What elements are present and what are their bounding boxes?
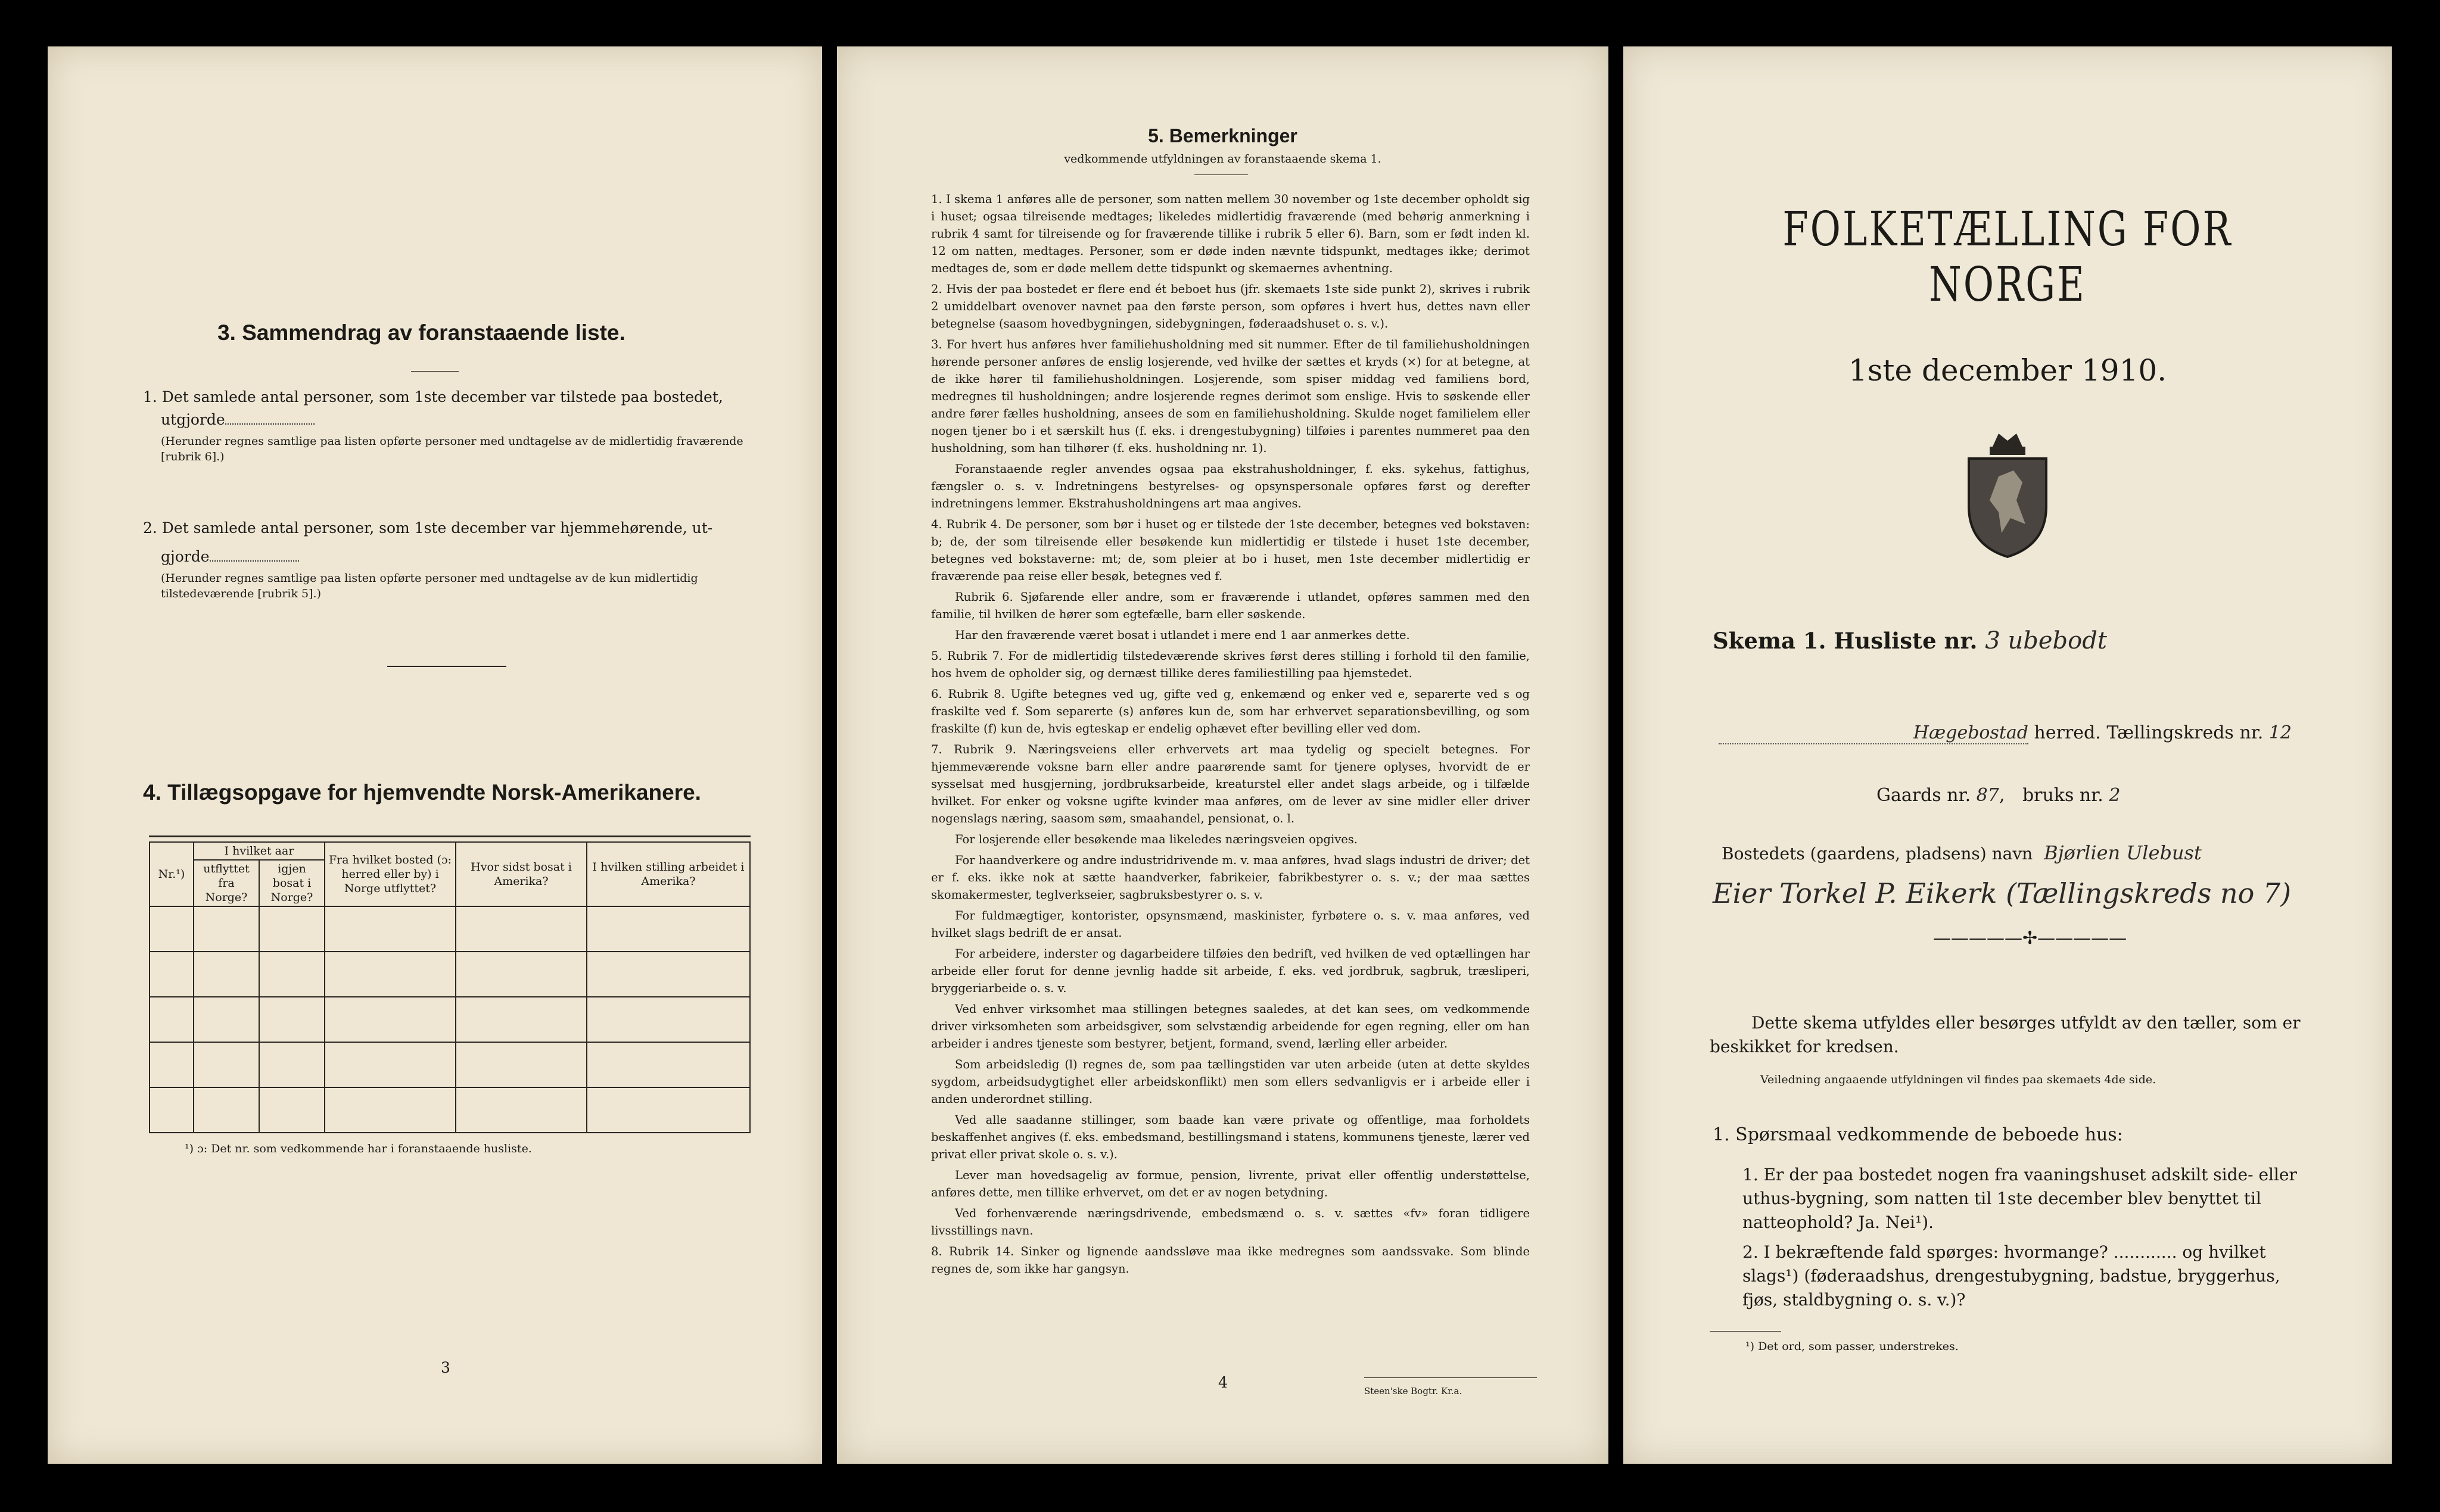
remark-item: Ved enhver virksomhet maa stillingen betegnes saaledes, at det kan sees, om vedkommende driver virksomheten som arbeidsgiver, som selvstændig arbeidende for egen regning, eller om han arbeider i andres tjeneste som bestyrer, betjent, formand, svend, lærling eller arbeider.	[931, 1002, 1530, 1050]
ornament-divider: —————✢—————	[1933, 928, 2127, 949]
remark-item: 3. For hvert hus anføres hver familiehusholdning med sit nummer. Efter de til familiehusholdningen hørende personer anføres de enslig losjerende, ved hvilke der sættes et kryds (×) for at betegne, at de ikke hører til familiehusholdningen. Losjerende, som spiser middag ved familiens bord, medregnes til husholdningen; andre losjerende regnes derimot som enslige. Hvis to søskende eller andre fører fælles husholdning, ansees de som en familiehusholdning. Skulde noget familielem eller nogen tjener bo i et særskilt hus (f. eks. i drengestubygning) tilføies i parentes nummeret paa den husholdning, som han tilhører (f. eks. husholdning nr. 1).	[931, 338, 1530, 455]
table-row	[150, 1087, 750, 1133]
remark-item: 1. I skema 1 anføres alle de personer, som natten mellem 30 november og 1ste december opholdt sig i huset; ogsaa tilreisende medtages; likeledes midlertidig fraværende (med behørig anmerkning i rubrik 4 samt for tilreisende og for fraværende tillike i rubrik 5 eller 6). Barn, som er født inden kl. 12 om natten, medtages. Personer, som er døde inden nævnte tidspunkt, medtages ikke; derimot medtages de, som er døde mellem dette tidspunkt og skemaernes avhentning.	[931, 192, 1530, 275]
divider	[1710, 1331, 1781, 1332]
col-occupation: I hvilken stilling arbeidet i Amerika?	[587, 842, 750, 906]
questions-title: 1. Spørsmaal vedkommende de beboede hus:	[1713, 1124, 2123, 1145]
bruks-label: bruks nr.	[2022, 785, 2103, 806]
herred-label: herred.	[2034, 722, 2101, 743]
owner-handwritten: Eier Torkel P. Eikerk (Tællingskreds no 7)	[1713, 877, 2292, 909]
remark-item: 2. Hvis der paa bostedet er flere end ét beboet hus (jfr. skemaets 1ste side punkt 2), skrives i rubrik 2 umiddelbart ovenover navnet paa den første person, som opføres i hvert hus, dettes navn eller betegnelse (saasom hovedbygningen, sidebygningen, føderaadshuset o. s. v.).	[931, 282, 1530, 331]
summary-item-2-cont: gjorde	[161, 548, 210, 565]
section-3-title: 3. Sammendrag av foranstaaende liste.	[217, 320, 625, 345]
col-nr: Nr.¹)	[150, 842, 194, 906]
remark-item: For haandverkere og andre industridrivende m. v. maa anføres, hvad slags industri de driver; det er f. eks. ikke nok at sætte haandverker, fabrikeier, fabrikbestyrer o. s. v.; der maa sættes skomakermester, teglverkseier, sagbruksbestyrer o. s. v.	[931, 853, 1530, 902]
gaards-handwritten: 87	[1976, 785, 1999, 806]
intro-note: Veiledning angaaende utfyldningen vil findes paa skemaets 4de side.	[1760, 1073, 2156, 1086]
remark-item: Ved alle saadanne stillinger, som baade kan være private og offentlige, maa forholdets beskaffenhet angives (f. eks. embedsmand, bestillingsmand i statens, kommunens tjeneste, lærer ved privat eller privat skole o. s. v.).	[931, 1113, 1530, 1161]
table-top-rule	[149, 836, 751, 837]
divider	[1364, 1377, 1537, 1378]
summary-item-1-text: 1. Det samlede antal personer, som 1ste december var tilstede paa bostedet,	[143, 388, 723, 406]
remark-item: 5. Rubrik 7. For de midlertidig tilstedeværende skrives først deres stilling i forhold til den familie, hos hvem de opholder sig, og dernæst tillike deres familiestilling paa hjemstedet.	[931, 649, 1530, 680]
divider	[411, 371, 459, 372]
bosted-label: Bostedets (gaardens, pladsens) navn	[1722, 844, 2033, 863]
col-emigrated: utflyttet fra Norge?	[194, 860, 259, 906]
summary-item-1-cont: utgjorde	[161, 411, 225, 428]
census-date: 1ste december 1910.	[1848, 353, 2167, 388]
summary-item-1-note: (Herunder regnes samtlige paa listen opførte personer med undtagelse av de midlertidig fraværende [rubrik 6].)	[161, 435, 743, 463]
col-group-year: I hvilket aar	[194, 842, 325, 860]
page-3	[48, 46, 822, 1464]
bruks-handwritten: 2	[2109, 785, 2121, 806]
remark-item: 6. Rubrik 8. Ugifte betegnes ved ug, gifte ved g, enkemænd og enker ved e, separerte ved s og fraskilte ved f. Som separerte (s) anføres kun de, som har erhvervet separationsbevilling, og som fraskilte (f) kun de, hvis egteskap er endelig ophævet efter bevilling eller ved dom.	[931, 687, 1530, 735]
question-2: 2. I bekræftende fald spørges: hvormange? ............ og hvilket slags¹) (føderaadshus, drengestubygning, badstue, bryggerhus, fjøs, staldbygning o. s. v.)?	[1742, 1242, 2280, 1310]
main-title: FOLKETÆLLING FOR NORGE	[1782, 201, 2233, 312]
remark-item: Foranstaaende regler anvendes ogsaa paa ekstrahusholdninger, f. eks. sykehus, fattighus, fængsler o. s. v. Indretningens bestyrelses- og opsynspersonale opføres først og derefter indretningens lemmer. Ekstrahusholdningens art maa angives.	[931, 462, 1530, 510]
gaards-line: Gaards nr. 87, bruks nr. 2	[1876, 785, 2121, 806]
remark-item: Har den fraværende været bosat i utlandet i mere end 1 aar anmerkes dette.	[955, 628, 1410, 642]
bosted-line	[1722, 841, 2202, 864]
bosted-handwritten: Bjørlien Ulebust	[2044, 841, 2202, 864]
remark-item: Lever man hovedsagelig av formue, pension, livrente, privat eller offentlig understøttelse, anføres dette, men tillike erhvervet, om det er av nogen betydning.	[931, 1168, 1530, 1199]
remark-item: Rubrik 6. Sjøfarende eller andre, som er fraværende i utlandet, opføres sammen med den familie, til hvilken de hører som egtefælle, barn eller søskende.	[931, 590, 1530, 621]
kreds-label: Tællingskreds nr.	[2106, 722, 2264, 743]
table-row	[150, 952, 750, 997]
remark-item: For fuldmægtiger, kontorister, opsynsmænd, maskinister, fyrbøtere o. s. v. maa anføres, ved hvilket slags bedrift de er ansat.	[931, 909, 1530, 940]
remark-item: 8. Rubrik 14. Sinker og lignende aandssløve maa ikke medregnes som aandssvake. Som blinde regnes de, som ikke har gangsyn.	[931, 1245, 1530, 1276]
summary-item-1	[143, 386, 786, 464]
remark-item: Ved forhenværende næringsdrivende, embedsmænd o. s. v. sættes «fv» foran tidligere livsstillings navn.	[931, 1207, 1530, 1237]
kreds-handwritten: 12	[2268, 722, 2292, 743]
remark-item: Som arbeidsledig (l) regnes de, som paa tællingstiden var uten arbeide (uten at dette skyldes sygdom, arbeidsudygtighet eller arbeidskonflikt) men som ellers sedvanligvis er i arbeide eller i anden underordnet stilling.	[931, 1058, 1530, 1106]
intro-text: Dette skema utfyldes eller besørges utfyldt av den tæller, som er beskikket for kredsen.	[1710, 1013, 2301, 1056]
remark-item: For losjerende eller besøkende maa likeledes næringsveien opgives.	[955, 833, 1358, 846]
summary-item-2	[143, 517, 786, 601]
page-number: 4	[1218, 1374, 1228, 1391]
table-row	[150, 997, 750, 1042]
col-from-where: Fra hvilket bosted (ɔ: herred eller by) i Norge utflyttet?	[325, 842, 456, 906]
remarks-subtitle: vedkommende utfyldningen av foranstaaende skema 1.	[1064, 152, 1381, 166]
summary-item-2-note: (Herunder regnes samtlige paa listen opførte personer med undtagelse av de kun midlertidig tilstedeværende [rubrik 5].)	[161, 572, 698, 600]
herred-handwritten: Hægebostad	[1719, 722, 2028, 744]
table-footnote: ¹) ɔ: Det nr. som vedkommende har i foranstaaende husliste.	[185, 1142, 532, 1155]
table-row	[150, 906, 750, 952]
remark-item: 7. Rubrik 9. Næringsveiens eller erhvervets art maa tydelig og specielt betegnes. For hjemmeværende voksne barn eller andre paarørende samt for tjenere oplyses, hvorvidt de er sysselsat med husgjerning, jordbruksarbeide, kreaturstel eller andet slags arbeide, og i tilfælde hvilket. For enker og voksne ugifte kvinder maa anføres, om de lever av sine midler eller driver nogenslags næring, saasom søm, smaahandel, pensionat, o. l.	[931, 743, 1530, 825]
remark-item: For arbeidere, inderster og dagarbeidere tilføies den bedrift, ved hvilken de ved optællingen har arbeide eller forut for denne jevnlig hadde sit arbeide, f. eks. ved jordbruk, sagbruk, træsliperi, bryggeriarbeide o. s. v.	[931, 947, 1530, 995]
table-row	[150, 1042, 750, 1087]
skema-label: Skema 1. Husliste nr.	[1713, 628, 1978, 654]
section-4-title: 4. Tillægsopgave for hjemvendte Norsk-Amerikanere.	[143, 780, 701, 805]
page-number: 3	[441, 1359, 450, 1376]
gaards-label: Gaards nr.	[1876, 785, 1971, 806]
summary-item-2-text: 2. Det samlede antal personer, som 1ste december var hjemmehørende, ut-	[143, 519, 713, 537]
divider	[1194, 174, 1248, 175]
blank-line	[225, 423, 315, 425]
skema-handwritten: 3 ubebodt	[1985, 627, 2107, 654]
remark-item: 4. Rubrik 4. De personer, som bør i huset og er tilstede der 1ste december, betegnes ved bokstaven: b; de, der som tilreisende eller besøkende kun midlertidig er tilstede i huset 1ste december, betegnes ved bokstaverne: mt; de, som pleier at bo i huset, men 1ste december midlertidig er fraværende paa reise eller besøk, betegnes ved f.	[931, 517, 1530, 583]
norwegian-coat-of-arms-icon	[1957, 429, 2058, 560]
skema-line	[1713, 627, 2107, 654]
herred-line	[1719, 722, 2308, 744]
page-4	[837, 46, 1608, 1464]
col-last-residence: Hvor sidst bosat i Amerika?	[456, 842, 587, 906]
col-returned: igjen bosat i Norge?	[259, 860, 325, 906]
remarks-list	[931, 191, 1530, 1281]
question-1: 1. Er der paa bostedet nogen fra vaaningshuset adskilt side- eller uthus-bygning, som natten til 1ste december blev benyttet til natteophold? Ja. Nei¹).	[1742, 1165, 2297, 1232]
page-1	[1623, 46, 2392, 1464]
blank-line	[210, 560, 299, 562]
printer-imprint: Steen'ske Bogtr. Kr.a.	[1364, 1386, 1462, 1396]
remarks-title: 5. Bemerkninger	[1148, 125, 1297, 146]
norsk-amerikaner-table	[149, 841, 751, 1133]
divider	[387, 666, 506, 667]
page-1-footnote: ¹) Det ord, som passer, understrekes.	[1745, 1340, 1959, 1353]
